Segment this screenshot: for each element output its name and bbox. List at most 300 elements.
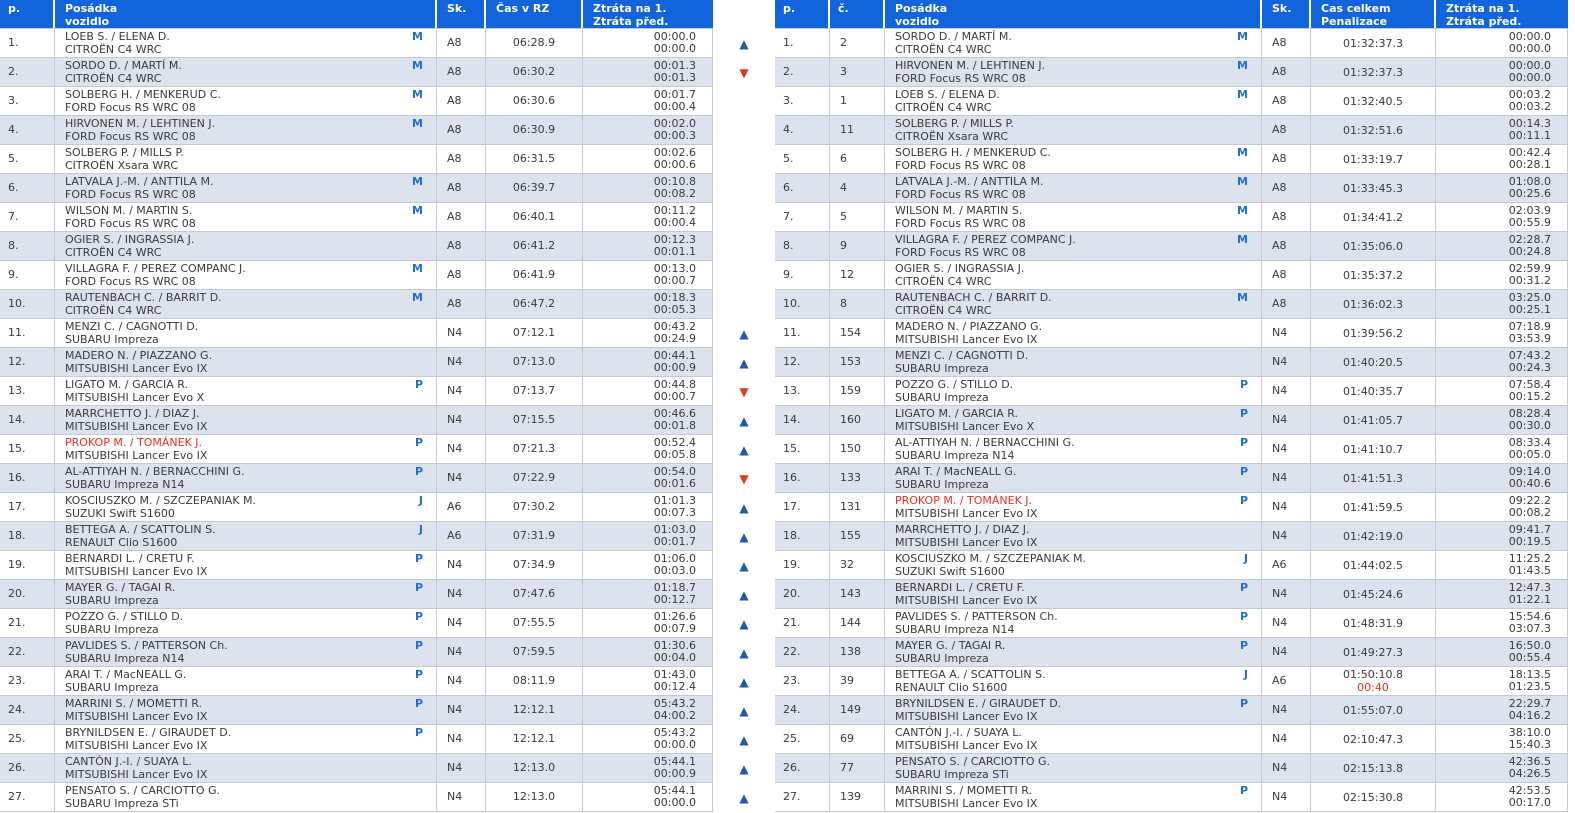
- gap-to-previous: 00:03.0: [653, 564, 696, 577]
- stage-time-cell: 06:30.9: [486, 116, 583, 144]
- crew-name: BERNARDI L. / CRETU F.: [895, 581, 1025, 594]
- gap-to-first: 01:26.6: [653, 610, 696, 623]
- total-time: 01:40:35.7: [1343, 385, 1403, 398]
- overall-result-row: [775, 319, 1568, 348]
- car-number-cell: 1: [830, 87, 885, 115]
- crew-name: WILSON M. / MARTIN S.: [65, 204, 193, 217]
- crew-cell: [885, 609, 1262, 637]
- group-cell: N4: [1262, 638, 1311, 666]
- position-value: 26.: [783, 761, 801, 774]
- group-cell: N4: [437, 319, 486, 347]
- stage-time-cell: 06:41.9: [486, 261, 583, 289]
- crew-cell: [885, 290, 1262, 318]
- crew-name: RAUTENBACH C. / BARRIT D.: [65, 291, 222, 304]
- stage-time-cell: 06:31.5: [486, 145, 583, 173]
- vehicle-name: FORD Focus RS WRC 08: [895, 217, 1026, 230]
- stage-time-cell: 07:30.2: [486, 493, 583, 521]
- group-cell: N4: [437, 754, 486, 782]
- gap-cell: [1436, 754, 1568, 782]
- gap-cell: [583, 174, 713, 202]
- group-cell: N4: [1262, 696, 1311, 724]
- crew-cell: [55, 261, 437, 289]
- position-cell: [0, 58, 55, 86]
- total-time: 01:50:10.8: [1343, 668, 1403, 681]
- group-cell: A8: [1262, 261, 1311, 289]
- stage-time-cell: 06:47.2: [486, 290, 583, 318]
- car-number-cell: 69: [830, 725, 885, 753]
- vehicle-name: FORD Focus RS WRC 08: [65, 101, 196, 114]
- gap-cell: [1436, 638, 1568, 666]
- car-number-cell: 138: [830, 638, 885, 666]
- crew-cell: [55, 522, 437, 550]
- vehicle-name: FORD Focus RS WRC 08: [895, 188, 1026, 201]
- crew-cell: [55, 580, 437, 608]
- position-value: 27.: [783, 790, 801, 803]
- gap-to-previous: 01:43.5: [1508, 564, 1551, 577]
- vehicle-name: FORD Focus RS WRC 08: [895, 72, 1026, 85]
- total-time-cell: [1311, 667, 1436, 695]
- position-cell: [775, 174, 830, 202]
- gap-to-first: 01:30.6: [653, 639, 696, 652]
- group-cell: N4: [1262, 783, 1311, 811]
- vehicle-name: FORD Focus RS WRC 08: [895, 246, 1026, 259]
- gap-cell: [583, 348, 713, 376]
- overall-result-row: [775, 493, 1568, 522]
- total-time: 01:41:05.7: [1343, 414, 1403, 427]
- total-time: 01:32:51.6: [1343, 124, 1403, 137]
- gap-to-previous: 00:00.7: [653, 390, 696, 403]
- gap-cell: [583, 551, 713, 579]
- overall-result-row: [775, 580, 1568, 609]
- position-cell: [775, 522, 830, 550]
- crew-name: SORDO D. / MARTÍ M.: [65, 59, 182, 72]
- gap-to-first: 00:11.2: [653, 204, 696, 217]
- group-cell: A6: [437, 493, 486, 521]
- category-badge: P: [414, 726, 423, 739]
- group-cell: A8: [1262, 203, 1311, 231]
- stage-time-cell: 07:55.5: [486, 609, 583, 637]
- total-time-cell: [1311, 116, 1436, 144]
- car-number-cell: 39: [830, 667, 885, 695]
- vehicle-name: CITROËN C4 WRC: [65, 304, 162, 317]
- position-value: 1.: [783, 36, 794, 49]
- crew-name: MADERO N. / PIAZZANO G.: [895, 320, 1043, 333]
- overall-result-row: [775, 377, 1568, 406]
- category-badge: P: [1239, 465, 1248, 478]
- gap-cell: [583, 464, 713, 492]
- crew-cell: [885, 232, 1262, 260]
- position-value: 10.: [783, 297, 801, 310]
- position-value: 11.: [783, 326, 801, 339]
- total-time: 01:35:06.0: [1343, 240, 1403, 253]
- stage-time-cell: 07:13.7: [486, 377, 583, 405]
- position-value: 17.: [8, 500, 26, 513]
- gap-cell: [1436, 522, 1568, 550]
- gap-to-first: 01:43.0: [653, 668, 696, 681]
- col-header-gap: Ztráta na 1. Ztráta před.: [593, 2, 669, 28]
- overall-result-row: [775, 290, 1568, 319]
- group-cell: A8: [1262, 58, 1311, 86]
- position-change-cell: [713, 552, 775, 581]
- crew-name: RAUTENBACH C. / BARRIT D.: [895, 291, 1052, 304]
- gap-to-previous: 00:00.9: [653, 361, 696, 374]
- group-cell: N4: [437, 783, 486, 811]
- stage-time-cell: 07:12.1: [486, 319, 583, 347]
- vehicle-name: CITROËN C4 WRC: [65, 43, 162, 56]
- gap-cell: [583, 58, 713, 86]
- crew-cell: [885, 203, 1262, 231]
- crew-name: MARRINI S. / MOMETTI R.: [65, 697, 203, 710]
- overall-results-table: [775, 0, 1568, 812]
- crew-name: SOLBERG H. / MENKERUD C.: [895, 146, 1051, 159]
- vehicle-name: CITROËN C4 WRC: [895, 101, 992, 114]
- position-cell: [0, 116, 55, 144]
- category-badge: J: [1243, 668, 1248, 681]
- overall-result-row: [775, 174, 1568, 203]
- vehicle-name: CITROËN C4 WRC: [65, 72, 162, 85]
- gap-to-first: 15:54.6: [1508, 610, 1551, 623]
- car-number-cell: 133: [830, 464, 885, 492]
- crew-cell: [55, 551, 437, 579]
- category-badge: [423, 350, 436, 362]
- gap-to-previous: 00:05.0: [1508, 448, 1551, 461]
- vehicle-name: SUZUKI Swift S1600: [895, 565, 1005, 578]
- position-value: 9.: [8, 268, 19, 281]
- gap-cell: [583, 435, 713, 463]
- total-time-cell: [1311, 551, 1436, 579]
- stage-time-cell: 06:28.9: [486, 29, 583, 57]
- crew-cell: [55, 348, 437, 376]
- crew-name: LATVALA J.-M. / ANTTILA M.: [65, 175, 214, 188]
- total-time: 01:34:41.2: [1343, 211, 1403, 224]
- stage-time-cell: 08:11.9: [486, 667, 583, 695]
- crew-name: OGIER S. / INGRASSIA J.: [895, 262, 1025, 275]
- position-change-cell: [713, 523, 775, 552]
- col-header-group: Sk.: [1262, 0, 1311, 28]
- gap-to-previous: 00:25.6: [1508, 187, 1551, 200]
- stage-result-row: [0, 493, 713, 522]
- vehicle-name: SUBARU Impreza N14: [895, 449, 1015, 462]
- position-value: 18.: [783, 529, 801, 542]
- gap-cell: [1436, 377, 1568, 405]
- gap-to-previous: 00:00.0: [653, 796, 696, 809]
- crew-cell: [885, 174, 1262, 202]
- total-time-cell: [1311, 406, 1436, 434]
- position-value: 3.: [8, 94, 19, 107]
- vehicle-name: SUBARU Impreza: [65, 681, 159, 694]
- category-badge: P: [414, 697, 423, 710]
- stage-time-cell: 07:22.9: [486, 464, 583, 492]
- total-time: 01:33:19.7: [1343, 153, 1403, 166]
- group-cell: N4: [1262, 609, 1311, 637]
- gap-cell: [583, 203, 713, 231]
- group-cell: N4: [1262, 319, 1311, 347]
- position-cell: [0, 522, 55, 550]
- group-cell: N4: [1262, 377, 1311, 405]
- gap-to-previous: 03:53.9: [1508, 332, 1551, 345]
- overall-result-row: [775, 145, 1568, 174]
- position-value: 18.: [8, 529, 26, 542]
- crew-cell: [885, 319, 1262, 347]
- gap-to-previous: 00:08.2: [653, 187, 696, 200]
- position-value: 15.: [8, 442, 26, 455]
- crew-cell: [885, 87, 1262, 115]
- gap-to-previous: 00:01.6: [653, 477, 696, 490]
- gap-cell: [583, 638, 713, 666]
- total-time-cell: [1311, 348, 1436, 376]
- group-cell: N4: [1262, 493, 1311, 521]
- car-number-cell: 143: [830, 580, 885, 608]
- gap-to-first: 08:33.4: [1508, 436, 1551, 449]
- crew-name: BRYNILDSEN E. / GIRAUDET D.: [895, 697, 1062, 710]
- total-time: 01:42:19.0: [1343, 530, 1403, 543]
- gap-to-first: 00:54.0: [653, 465, 696, 478]
- car-number-cell: 139: [830, 783, 885, 811]
- group-cell: A8: [437, 58, 486, 86]
- stage-result-row: [0, 783, 713, 812]
- overall-result-row: [775, 609, 1568, 638]
- gap-cell: [583, 319, 713, 347]
- vehicle-name: SUBARU Impreza N14: [895, 623, 1015, 636]
- position-value: 14.: [783, 413, 801, 426]
- position-change-cell: [713, 146, 775, 175]
- vehicle-name: FORD Focus RS WRC 08: [895, 159, 1026, 172]
- car-number-cell: 12: [830, 261, 885, 289]
- total-time-cell: [1311, 261, 1436, 289]
- total-time: 02:10:47.3: [1343, 733, 1403, 746]
- position-change-cell: [713, 233, 775, 262]
- gap-to-first: 09:22.2: [1508, 494, 1551, 507]
- gap-to-previous: 00:19.5: [1508, 535, 1551, 548]
- overall-result-row: [775, 667, 1568, 696]
- category-badge: [423, 234, 436, 246]
- gap-to-first: 18:13.5: [1508, 668, 1551, 681]
- col-header-crew-vehicle: Posádka vozidlo: [55, 0, 437, 28]
- gap-to-previous: 00:30.0: [1508, 419, 1551, 432]
- stage-table-header: [0, 0, 713, 29]
- stage-result-row: [0, 203, 713, 232]
- category-badge: P: [1239, 697, 1248, 710]
- crew-name: AL-ATTIYAH N. / BERNACCHINI G.: [65, 465, 245, 478]
- gap-to-first: 12:47.3: [1508, 581, 1551, 594]
- vehicle-name: MITSUBISHI Lancer Evo IX: [895, 710, 1038, 723]
- position-value: 25.: [8, 732, 26, 745]
- category-badge: P: [1239, 494, 1248, 507]
- gap-to-first: 02:59.9: [1508, 262, 1551, 275]
- total-time-cell: [1311, 580, 1436, 608]
- total-time-cell: [1311, 58, 1436, 86]
- group-cell: N4: [437, 348, 486, 376]
- gap-cell: [1436, 29, 1568, 57]
- gap-cell: [1436, 174, 1568, 202]
- position-up-icon: ▲: [739, 791, 749, 805]
- crew-cell: [885, 638, 1262, 666]
- crew-cell: [55, 290, 437, 318]
- stage-result-row: [0, 754, 713, 783]
- position-value: 16.: [8, 471, 26, 484]
- crew-name: MAYER G. / TAGAI R.: [895, 639, 1006, 652]
- position-value: 7.: [8, 210, 19, 223]
- position-change-cell: [713, 581, 775, 610]
- gap-cell: [1436, 116, 1568, 144]
- crew-name: BRYNILDSEN E. / GIRAUDET D.: [65, 726, 232, 739]
- position-cell: [775, 116, 830, 144]
- category-badge: M: [412, 204, 423, 217]
- gap-to-first: 01:03.0: [653, 523, 696, 536]
- gap-to-previous: 00:01.8: [653, 419, 696, 432]
- gap-cell: [1436, 783, 1568, 811]
- stage-time-cell: 06:41.2: [486, 232, 583, 260]
- gap-to-first: 09:41.7: [1508, 523, 1551, 536]
- gap-cell: [1436, 580, 1568, 608]
- group-cell: N4: [437, 725, 486, 753]
- position-cell: [0, 464, 55, 492]
- category-badge: M: [1237, 30, 1248, 43]
- position-value: 3.: [783, 94, 794, 107]
- crew-name: ARAI T. / MacNEALL G.: [895, 465, 1017, 478]
- gap-to-first: 00:03.2: [1508, 88, 1551, 101]
- position-change-column: [713, 0, 775, 813]
- category-badge: M: [412, 88, 423, 101]
- position-change-cell: [713, 668, 775, 697]
- stage-time-cell: 12:12.1: [486, 696, 583, 724]
- position-value: 2.: [8, 65, 19, 78]
- total-time-cell: [1311, 783, 1436, 811]
- car-number-cell: 32: [830, 551, 885, 579]
- position-value: 11.: [8, 326, 26, 339]
- crew-name: AL-ATTIYAH N. / BERNACCHINI G.: [895, 436, 1075, 449]
- category-badge: P: [414, 465, 423, 478]
- group-cell: A6: [1262, 667, 1311, 695]
- car-number-cell: 77: [830, 754, 885, 782]
- category-badge: [423, 408, 436, 420]
- group-cell: N4: [1262, 348, 1311, 376]
- total-time-cell: [1311, 29, 1436, 57]
- position-cell: [775, 232, 830, 260]
- category-badge: M: [1237, 175, 1248, 188]
- crew-name: BERNARDI L. / CRETU F.: [65, 552, 195, 565]
- position-value: 21.: [783, 616, 801, 629]
- gap-to-first: 00:02.0: [653, 117, 696, 130]
- vehicle-name: CITROËN Xsara WRC: [65, 159, 179, 172]
- position-cell: [0, 377, 55, 405]
- position-cell: [775, 145, 830, 173]
- overall-result-row: [775, 406, 1568, 435]
- vehicle-name: MITSUBISHI Lancer Evo IX: [895, 536, 1038, 549]
- position-up-icon: ▲: [739, 37, 749, 51]
- group-cell: N4: [1262, 522, 1311, 550]
- crew-cell: [55, 232, 437, 260]
- gap-to-previous: 00:00.4: [653, 100, 696, 113]
- crew-cell: [55, 377, 437, 405]
- position-cell: [0, 667, 55, 695]
- crew-cell: [55, 725, 437, 753]
- position-cell: [775, 377, 830, 405]
- crew-name: LOEB S. / ELENA D.: [65, 30, 170, 43]
- stage-time-cell: 07:34.9: [486, 551, 583, 579]
- total-time-cell: [1311, 232, 1436, 260]
- stage-result-row: [0, 638, 713, 667]
- position-value: 5.: [8, 152, 19, 165]
- stage-time-cell: 06:30.6: [486, 87, 583, 115]
- crew-name: CANTÓN J.-I. / SUAYA L.: [895, 726, 1022, 739]
- group-cell: A8: [437, 145, 486, 173]
- position-up-icon: ▲: [739, 530, 749, 544]
- overall-result-row: [775, 348, 1568, 377]
- position-change-cell: [713, 639, 775, 668]
- position-value: 20.: [783, 587, 801, 600]
- stage-result-row: [0, 406, 713, 435]
- group-cell: A8: [437, 232, 486, 260]
- crew-name: KOSCIUSZKO M. / SZCZEPANIAK M.: [65, 494, 257, 507]
- gap-cell: [583, 696, 713, 724]
- stage-result-row: [0, 667, 713, 696]
- total-time: 02:15:30.8: [1343, 791, 1403, 804]
- crew-cell: [885, 667, 1262, 695]
- vehicle-name: MITSUBISHI Lancer Evo IX: [65, 565, 208, 578]
- total-time: 01:41:59.5: [1343, 501, 1403, 514]
- position-value: 5.: [783, 152, 794, 165]
- vehicle-name: SUBARU Impreza STi: [895, 768, 1009, 781]
- gap-to-first: 01:18.7: [653, 581, 696, 594]
- position-cell: [775, 667, 830, 695]
- stage-result-row: [0, 609, 713, 638]
- stage-result-row: [0, 87, 713, 116]
- overall-result-row: [775, 754, 1568, 783]
- gap-to-previous: 04:16.2: [1508, 709, 1551, 722]
- vehicle-name: MITSUBISHI Lancer Evo IX: [65, 420, 208, 433]
- vehicle-name: SUZUKI Swift S1600: [65, 507, 175, 520]
- group-cell: N4: [437, 551, 486, 579]
- overall-result-row: [775, 203, 1568, 232]
- gap-cell: [1436, 696, 1568, 724]
- car-number-cell: 149: [830, 696, 885, 724]
- category-badge: [1248, 756, 1261, 768]
- gutter-header-spacer: [713, 0, 775, 30]
- gap-to-previous: 00:00.0: [653, 42, 696, 55]
- gap-cell: [1436, 261, 1568, 289]
- crew-name: PENSATO S. / CARCIOTTO G.: [65, 784, 221, 797]
- gap-to-first: 00:02.6: [653, 146, 696, 159]
- gap-to-first: 16:50.0: [1508, 639, 1551, 652]
- overall-result-row: [775, 58, 1568, 87]
- position-up-icon: ▲: [739, 588, 749, 602]
- total-time-cell: [1311, 435, 1436, 463]
- gap-to-first: 00:00.0: [1508, 30, 1551, 43]
- stage-result-row: [0, 319, 713, 348]
- group-cell: A8: [437, 174, 486, 202]
- total-time: 01:33:45.3: [1343, 182, 1403, 195]
- group-cell: N4: [437, 638, 486, 666]
- position-cell: [0, 725, 55, 753]
- crew-name: LATVALA J.-M. / ANTTILA M.: [895, 175, 1044, 188]
- category-badge: M: [1237, 59, 1248, 72]
- position-value: 8.: [8, 239, 19, 252]
- position-change-cell: [713, 494, 775, 523]
- col-header-car-number: č.: [830, 0, 885, 28]
- crew-name: LIGATO M. / GARCIA R.: [895, 407, 1018, 420]
- gap-to-previous: 00:11.1: [1508, 129, 1551, 142]
- group-cell: A8: [437, 87, 486, 115]
- position-change-cell: [713, 378, 775, 407]
- position-cell: [0, 638, 55, 666]
- stage-time-cell: 07:15.5: [486, 406, 583, 434]
- position-up-icon: ▲: [739, 414, 749, 428]
- gap-cell: [1436, 203, 1568, 231]
- gap-to-previous: 01:22.1: [1508, 593, 1551, 606]
- group-cell: A8: [437, 203, 486, 231]
- overall-table-header: [775, 0, 1568, 29]
